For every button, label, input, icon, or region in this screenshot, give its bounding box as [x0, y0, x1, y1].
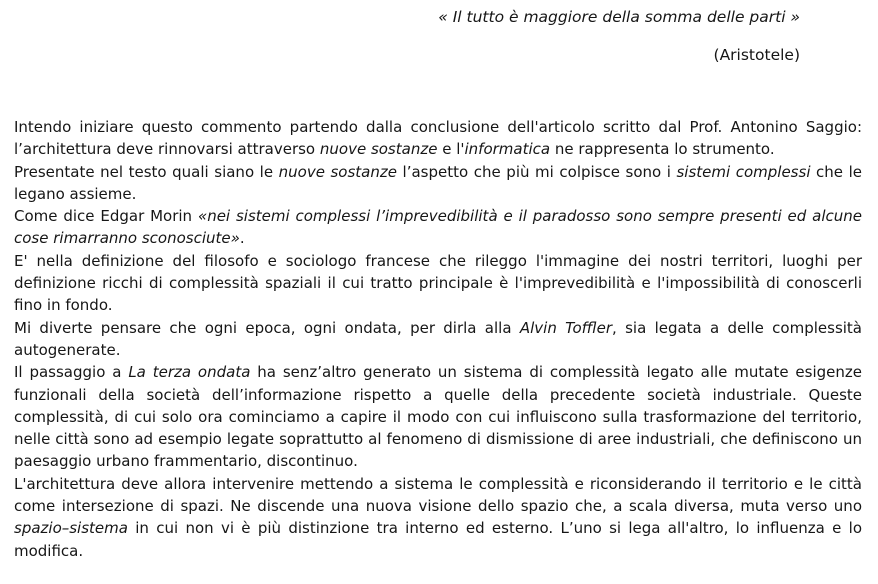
- italic-text-segment: «nei sistemi complessi l’imprevedibilità e il paradosso sono sempre presenti ed alcune cose rimarranno sconosciute»: [14, 207, 862, 248]
- text-segment: in cui non vi è più distinzione tra interno ed esterno. L’uno si lega all'altro, lo influenza e lo modifica.: [14, 519, 862, 560]
- text-segment: L'architettura deve allora intervenire mettendo a sistema le complessità e riconsiderando il territorio e le città come intersezione di spazi. Ne discende una nuova visione dello spazio che, a scala diversa, muta verso uno: [14, 474, 862, 516]
- paragraph: [14, 161, 862, 206]
- paragraph: [14, 361, 862, 472]
- italic-text-segment: sistemi complessi: [676, 162, 811, 181]
- epigraph: [0, 0, 878, 66]
- text-segment: ha senz’altro generato un sistema di complessità legato alle mutate esigenze funzionali della società dell’informazione rispetto a quelle della precedente società industriale. Queste complessità, di cui solo ora cominciamo a capire il modo con cui influiscono sulla trasformazione del territorio, nelle città sono ad esempio legate soprattutto al fenomeno di dismissione di aree industriali, che definiscono un paesaggio urbano frammentario, discontinuo.: [14, 363, 862, 471]
- paragraph: [14, 116, 862, 161]
- text-segment: che le legano assieme.: [14, 162, 862, 203]
- italic-text-segment: Alvin Toffler: [519, 318, 613, 337]
- text-segment: e l': [437, 140, 465, 159]
- italic-text-segment: La terza ondata: [128, 363, 251, 382]
- body-text: [14, 116, 862, 562]
- italic-text-segment: nuove sostanze: [278, 162, 397, 181]
- text-segment: ne rappresenta lo strumento.: [550, 140, 775, 159]
- paragraph: [14, 250, 862, 317]
- italic-text-segment: informatica: [464, 140, 551, 159]
- text-segment: E' nella definizione del filosofo e sociologo francese che rileggo l'immagine dei nostri territori, luoghi per definizione ricchi di complessità spaziali il cui tratto principale è l'imprevedibilità e l'impossibilità di conoscerli fino in fondo.: [14, 251, 862, 315]
- text-segment: Presentate nel testo quali siano le: [14, 162, 279, 181]
- text-segment: .: [239, 229, 245, 248]
- paragraph: [14, 473, 862, 562]
- text-segment: l’aspetto che più mi colpisce sono i: [397, 162, 677, 181]
- epigraph-quote: « Il tutto è maggiore della somma delle parti »: [438, 8, 800, 26]
- text-segment: Mi diverte pensare che ogni epoca, ogni ondata, per dirla alla: [14, 318, 520, 337]
- epigraph-attribution: (Aristotele): [713, 46, 800, 64]
- paragraph: [14, 317, 862, 362]
- italic-text-segment: nuove sostanze: [319, 140, 438, 159]
- text-segment: Come dice Edgar Morin: [14, 207, 198, 226]
- text-segment: Il passaggio a: [14, 363, 129, 382]
- italic-text-segment: spazio–sistema: [14, 519, 128, 538]
- text-segment: , sia legata a delle complessità autogenerate.: [14, 318, 863, 359]
- text-segment: Intendo iniziare questo commento partendo dalla conclusione dell'articolo scritto dal Prof. Antonino Saggio: l’architettura deve rinnovarsi attraverso: [14, 118, 862, 159]
- paragraph: [14, 205, 862, 250]
